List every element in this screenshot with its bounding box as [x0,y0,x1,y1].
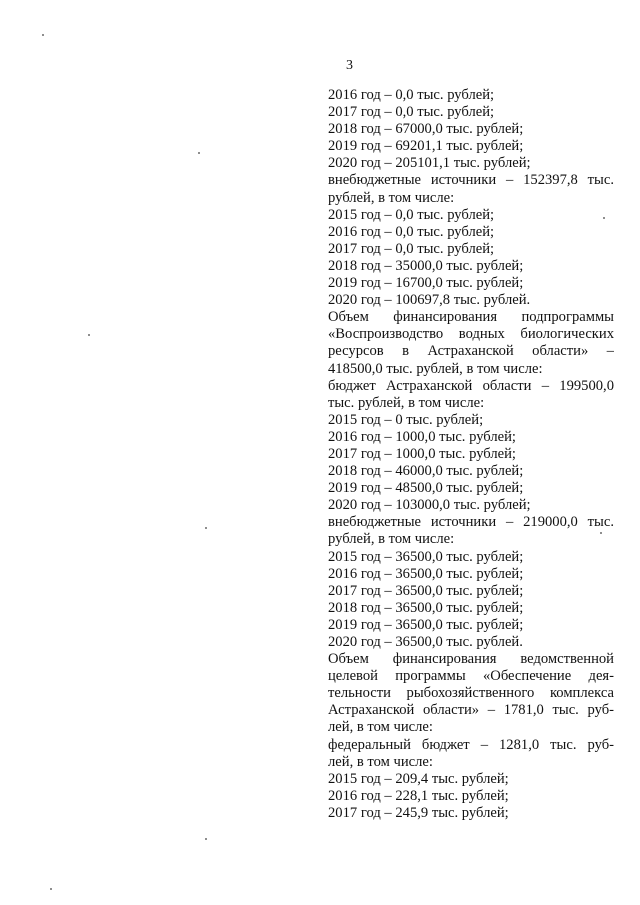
text-line: лей, в том числе: [328,753,433,770]
text-line: 2019 год – 36500,0 тыс. рублей; [328,616,524,633]
scan-speck [205,527,207,529]
text-line: 2017 год – 0,0 тыс. рублей; [328,240,495,257]
text-line: 2015 год – 36500,0 тыс. рублей; [328,548,524,565]
text-line: Астраханской области» – 1781,0 тыс. руб- [328,702,614,719]
scan-speck [42,34,44,36]
text-line: 2015 год – 0,0 тыс. рублей; [328,206,495,223]
text-line: 2015 год – 0 тыс. рублей; [328,411,484,428]
text-line: внебюджетные источники – 152397,8 тыс. [328,172,614,189]
text-line: 2018 год – 46000,0 тыс. рублей; [328,463,524,480]
text-line: 2017 год – 0,0 тыс. рублей; [328,104,495,121]
text-line: тыс. рублей, в том числе: [328,394,485,411]
text-line: внебюджетные источники – 219000,0 тыс. [328,514,614,531]
text-line: 2018 год – 67000,0 тыс. рублей; [328,121,524,138]
funding-text-block [328,87,614,822]
text-line: 2016 год – 0,0 тыс. рублей; [328,223,495,240]
text-line: 2016 год – 0,0 тыс. рублей; [328,87,495,103]
text-line: лей, в том числе: [328,719,433,736]
page-number: 3 [346,58,353,73]
text-line: целевой программы «Обеспечение дея- [328,668,614,685]
text-line: 2020 год – 205101,1 тыс. рублей; [328,155,531,172]
text-line: 2020 год – 103000,0 тыс. рублей; [328,497,531,514]
scan-speck [88,334,90,336]
text-line: 2018 год – 36500,0 тыс. рублей; [328,599,524,616]
text-line: тельности рыбохозяйственного комплекса [328,685,614,702]
text-line: 2016 год – 1000,0 тыс. рублей; [328,428,516,445]
scan-speck [600,532,602,534]
text-line: рублей, в том числе: [328,189,455,206]
text-line: «Воспроизводство водных биологических [328,326,614,343]
scan-speck [198,152,200,154]
text-line: Объем финансирования подпрограммы [328,309,614,326]
text-line: бюджет Астраханской области – 199500,0 [328,377,614,394]
text-line: ресурсов в Астраханской области» – [328,343,614,360]
text-line: 2019 год – 48500,0 тыс. рублей; [328,480,524,497]
text-line: Объем финансирования ведомственной [328,651,614,668]
text-line: 2017 год – 245,9 тыс. рублей; [328,804,509,821]
text-line: рублей, в том числе: [328,531,455,548]
scan-speck [603,217,605,219]
scan-speck [50,888,52,890]
text-line: 2018 год – 35000,0 тыс. рублей; [328,257,524,274]
text-line: 2019 год – 69201,1 тыс. рублей; [328,138,524,155]
text-line: 2017 год – 1000,0 тыс. рублей; [328,445,516,462]
text-line: 2017 год – 36500,0 тыс. рублей; [328,582,524,599]
scan-speck [205,838,207,840]
text-line: 2016 год – 36500,0 тыс. рублей; [328,565,524,582]
text-line: федеральный бюджет – 1281,0 тыс. руб- [328,736,614,753]
text-line: 2020 год – 100697,8 тыс. рублей. [328,292,531,309]
text-line: 2015 год – 209,4 тыс. рублей; [328,770,509,787]
text-line: 2019 год – 16700,0 тыс. рублей; [328,275,524,292]
text-line: 2016 год – 228,1 тыс. рублей; [328,787,509,804]
text-line: 418500,0 тыс. рублей, в том числе: [328,360,543,377]
text-line: 2020 год – 36500,0 тыс. рублей. [328,634,523,650]
